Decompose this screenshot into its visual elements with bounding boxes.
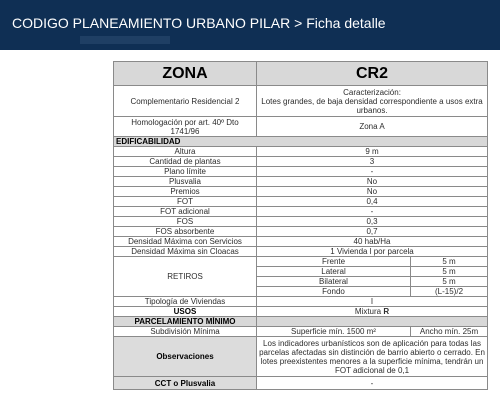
edif-label: FOT (114, 197, 257, 207)
caracterizacion: Caracterización: Lotes grandes, de baja densidad correspondiente a usos extra urbanos. (257, 86, 488, 117)
table-row (114, 247, 488, 257)
table-row (114, 157, 488, 167)
table-row (114, 257, 488, 267)
observaciones-text: Los indicadores urbanísticos son de aplicación para todas las parcelas afectadas sin distinción de barrio abierto o cerrado. En lotes preexistentes menores a la superficie mínima, tendrán un FOT adicional de 0,1 (257, 337, 488, 377)
tipologia-row (114, 297, 488, 307)
top-banner (0, 0, 500, 50)
edificabilidad-title: EDIFICABILIDAD (114, 137, 488, 147)
banner-subtitle: Ficha detalle (306, 15, 386, 31)
cct-label: CCT o Plusvalia (114, 377, 257, 390)
edif-label: Altura (114, 147, 257, 157)
usos-value-code: R (383, 307, 390, 316)
edif-value: 1 Vivienda l por parcela (257, 247, 488, 257)
retiro-value: 5 m (411, 267, 488, 277)
subdivision-row (114, 327, 488, 337)
retiro-label: Bilateral (257, 277, 411, 287)
retiro-value: 5 m (411, 277, 488, 287)
edificabilidad-header (114, 137, 488, 147)
usos-row (114, 307, 488, 317)
edif-value: - (257, 167, 488, 177)
ancho-value: Ancho mín. 25m (411, 327, 488, 337)
breadcrumb-separator: > (294, 15, 303, 31)
retiro-value: 5 m (411, 257, 488, 267)
edif-label: Densidad Máxima sin Cloacas (114, 247, 257, 257)
banner-breadcrumb (12, 15, 386, 31)
parcelamiento-empty (257, 317, 488, 327)
parcelamiento-header (114, 317, 488, 327)
retiro-label: Fondo (257, 287, 411, 297)
tipologia-value: I (257, 297, 488, 307)
zona-header-row (114, 62, 488, 86)
table-row (114, 237, 488, 247)
parcelamiento-title: PARCELAMIENTO MÍNIMO (114, 317, 257, 327)
table-row (114, 167, 488, 177)
zona-name: Complementario Residencial 2 (114, 86, 257, 117)
retiro-value: (L-15)/2 (411, 287, 488, 297)
subdivision-label: Subdivisión Mínima (114, 327, 257, 337)
zoning-table (113, 61, 488, 390)
edificabilidad-rows (114, 147, 488, 257)
edif-label: FOS absorbente (114, 227, 257, 237)
edif-label: Cantidad de plantas (114, 157, 257, 167)
table-row (114, 217, 488, 227)
table-row (114, 147, 488, 157)
cct-value: - (257, 377, 488, 390)
superficie-value: Superficie mín. 1500 m² (257, 327, 411, 337)
edif-label: Plusvalia (114, 177, 257, 187)
retiros-rows (114, 257, 488, 297)
edif-label: Densidad Máxima con Servicios (114, 237, 257, 247)
observaciones-label: Observaciones (114, 337, 257, 377)
edif-value: 0,4 (257, 197, 488, 207)
observaciones-row (114, 337, 488, 377)
retiro-label: Lateral (257, 267, 411, 277)
retiros-label: RETIROS (114, 257, 257, 297)
retiro-label: Frente (257, 257, 411, 267)
edif-value: 0,3 (257, 217, 488, 227)
edif-value: 9 m (257, 147, 488, 157)
table-row (114, 187, 488, 197)
homologacion-row (114, 117, 488, 137)
usos-value (257, 307, 488, 317)
zona-description-row (114, 86, 488, 117)
edif-value: 40 hab/Ha (257, 237, 488, 247)
edif-value: 3 (257, 157, 488, 167)
edif-label: Plano límite (114, 167, 257, 177)
table-row (114, 197, 488, 207)
zoning-sheet (113, 61, 487, 410)
usos-label: USOS (114, 307, 257, 317)
homologacion-value: Zona A (257, 117, 488, 137)
zona-label: ZONA (114, 62, 257, 86)
table-row (114, 227, 488, 237)
edif-value: - (257, 207, 488, 217)
edif-value: No (257, 187, 488, 197)
tipologia-label: Tipología de Viviendas (114, 297, 257, 307)
cct-row (114, 377, 488, 390)
zona-code: CR2 (257, 62, 488, 86)
edif-value: 0,7 (257, 227, 488, 237)
edif-label: Premios (114, 187, 257, 197)
edif-label: FOT adicional (114, 207, 257, 217)
table-row (114, 177, 488, 187)
homologacion-label: Homologación por art. 40º Dto 1741/96 (114, 117, 257, 137)
edif-value: No (257, 177, 488, 187)
edif-label: FOS (114, 217, 257, 227)
banner-title: CODIGO PLANEAMIENTO URBANO PILAR (12, 15, 291, 31)
table-row (114, 207, 488, 217)
usos-value-prefix: Mixtura (354, 307, 382, 316)
banner-watermark (80, 36, 170, 44)
